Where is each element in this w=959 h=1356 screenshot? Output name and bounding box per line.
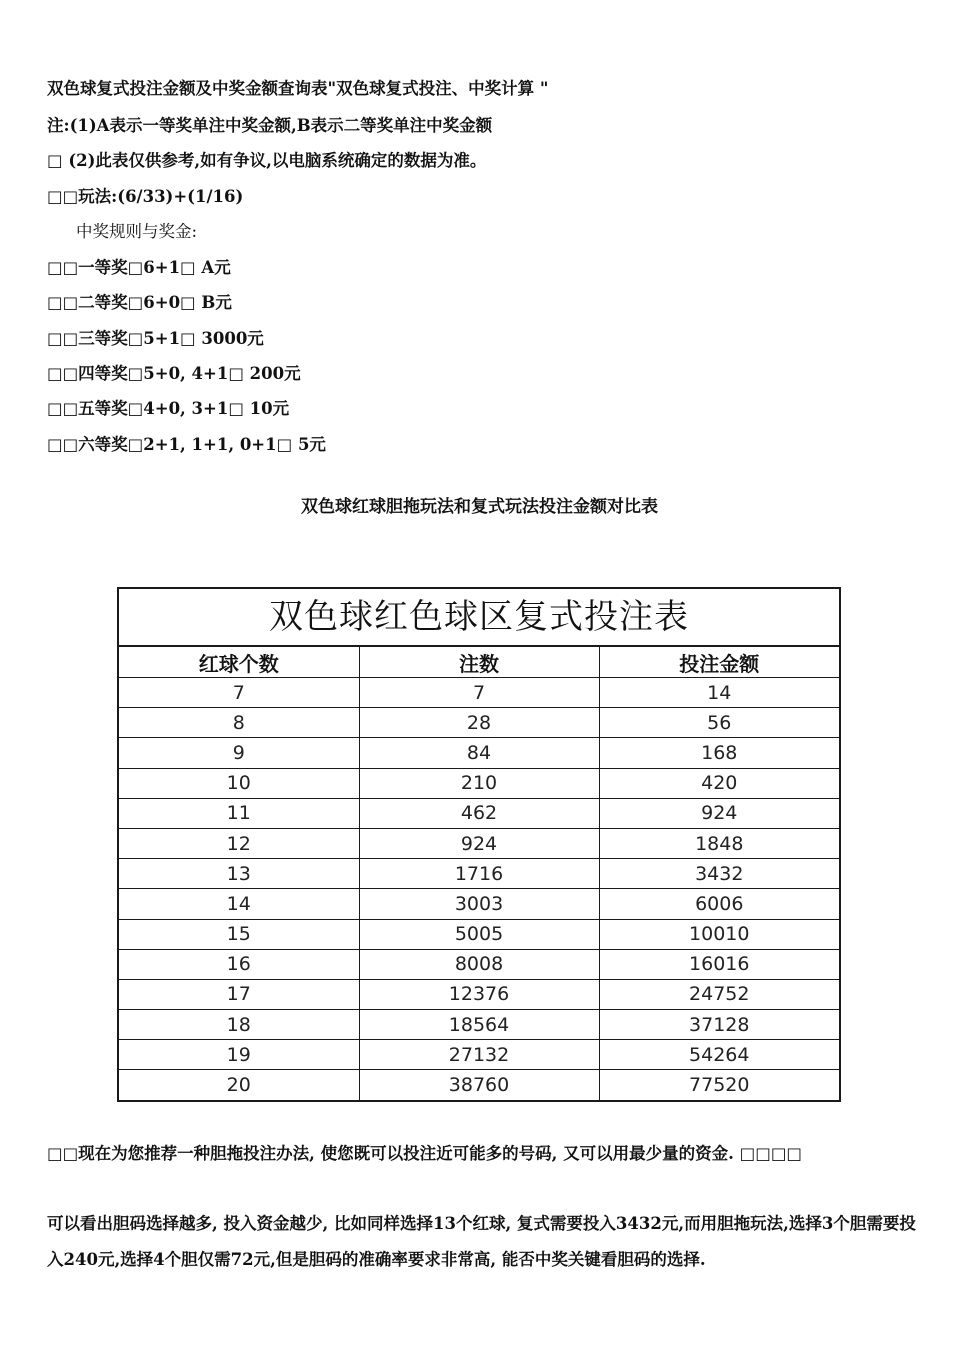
cell-bet-amount: 37128: [599, 1010, 839, 1040]
cell-bet-count: 7: [359, 678, 599, 708]
table-row: [119, 859, 839, 889]
cell-red-ball-count: 18: [119, 1010, 359, 1040]
cell-bet-count: 462: [359, 798, 599, 828]
cell-bet-count: 18564: [359, 1010, 599, 1040]
cell-bet-amount: 168: [599, 738, 839, 768]
bet-table: [117, 587, 841, 1102]
cell-bet-amount: 10010: [599, 919, 839, 949]
cell-bet-amount: 924: [599, 798, 839, 828]
table-row: [119, 889, 839, 919]
table-row: [119, 798, 839, 828]
cell-bet-count: 5005: [359, 919, 599, 949]
doc-title: 双色球复式投注金额及中奖金额查询表"双色球复式投注、中奖计算 ": [47, 79, 549, 98]
table-row: [119, 768, 839, 798]
header-red-ball-count: 红球个数: [119, 647, 359, 678]
section-title: 双色球红球胆拖玩法和复式玩法投注金额对比表: [301, 497, 658, 517]
cell-bet-amount: 56: [599, 708, 839, 738]
prize-rules-heading: 中奖规则与奖金:: [76, 222, 198, 241]
cell-red-ball-count: 15: [119, 919, 359, 949]
cell-bet-amount: 54264: [599, 1040, 839, 1070]
cell-bet-count: 210: [359, 768, 599, 798]
cell-red-ball-count: 8: [119, 708, 359, 738]
note-line-2: □ (2)此表仅供参考,如有争议,以电脑系统确定的数据为准。: [47, 151, 487, 170]
header-bet-count: 注数: [359, 647, 599, 678]
play-rule: □□玩法:(6/33)+(1/16): [47, 187, 244, 206]
prize-level-5: □□五等奖□4+0, 3+1□ 10元: [47, 399, 290, 418]
table-title: 双色球红色球区复式投注表: [119, 589, 839, 647]
cell-red-ball-count: 17: [119, 979, 359, 1009]
cell-bet-amount: 1848: [599, 828, 839, 858]
cell-bet-amount: 24752: [599, 979, 839, 1009]
cell-red-ball-count: 19: [119, 1040, 359, 1070]
cell-bet-amount: 14: [599, 678, 839, 708]
prize-level-4: □□四等奖□5+0, 4+1□ 200元: [47, 364, 301, 383]
table-row: [119, 949, 839, 979]
prize-level-6: □□六等奖□2+1, 1+1, 0+1□ 5元: [47, 435, 326, 454]
footer-paragraph-1: □□现在为您推荐一种胆拖投注办法, 使您既可以投注近可能多的号码, 又可以用最少量的资金. □□□□: [47, 1144, 803, 1163]
table-header-row: [119, 647, 839, 678]
cell-red-ball-count: 20: [119, 1070, 359, 1100]
table-row: [119, 738, 839, 768]
cell-red-ball-count: 10: [119, 768, 359, 798]
prize-level-3: □□三等奖□5+1□ 3000元: [47, 329, 264, 348]
cell-bet-count: 28: [359, 708, 599, 738]
table-row: [119, 828, 839, 858]
cell-bet-amount: 6006: [599, 889, 839, 919]
cell-bet-count: 38760: [359, 1070, 599, 1100]
footer-paragraph-2: 可以看出胆码选择越多, 投入资金越少, 比如同样选择13个红球, 复式需要投入3432元,而用胆拖玩法,选择3个胆需要投入240元,选择4个胆仅需72元,但是胆码的准确率要求非常高, 能否中奖关键看胆码的选择.: [47, 1214, 916, 1269]
cell-red-ball-count: 16: [119, 949, 359, 979]
cell-red-ball-count: 12: [119, 828, 359, 858]
cell-bet-count: 12376: [359, 979, 599, 1009]
table-row: [119, 1010, 839, 1040]
cell-red-ball-count: 7: [119, 678, 359, 708]
table-row: [119, 979, 839, 1009]
cell-bet-count: 27132: [359, 1040, 599, 1070]
table-row: [119, 678, 839, 708]
cell-bet-amount: 3432: [599, 859, 839, 889]
bet-amount-table: [119, 647, 839, 1100]
cell-red-ball-count: 14: [119, 889, 359, 919]
table-row: [119, 919, 839, 949]
cell-bet-count: 8008: [359, 949, 599, 979]
cell-red-ball-count: 9: [119, 738, 359, 768]
cell-bet-count: 84: [359, 738, 599, 768]
table-row: [119, 1070, 839, 1100]
cell-bet-amount: 420: [599, 768, 839, 798]
cell-bet-count: 1716: [359, 859, 599, 889]
prize-level-2: □□二等奖□6+0□ B元: [47, 293, 232, 312]
cell-bet-amount: 16016: [599, 949, 839, 979]
cell-red-ball-count: 13: [119, 859, 359, 889]
prize-level-1: □□一等奖□6+1□ A元: [47, 258, 231, 277]
cell-bet-count: 3003: [359, 889, 599, 919]
header-bet-amount: 投注金额: [599, 647, 839, 678]
table-row: [119, 1040, 839, 1070]
table-row: [119, 708, 839, 738]
cell-red-ball-count: 11: [119, 798, 359, 828]
note-line-1: 注:(1)A表示一等奖单注中奖金额,B表示二等奖单注中奖金额: [47, 116, 493, 135]
cell-bet-count: 924: [359, 828, 599, 858]
cell-bet-amount: 77520: [599, 1070, 839, 1100]
